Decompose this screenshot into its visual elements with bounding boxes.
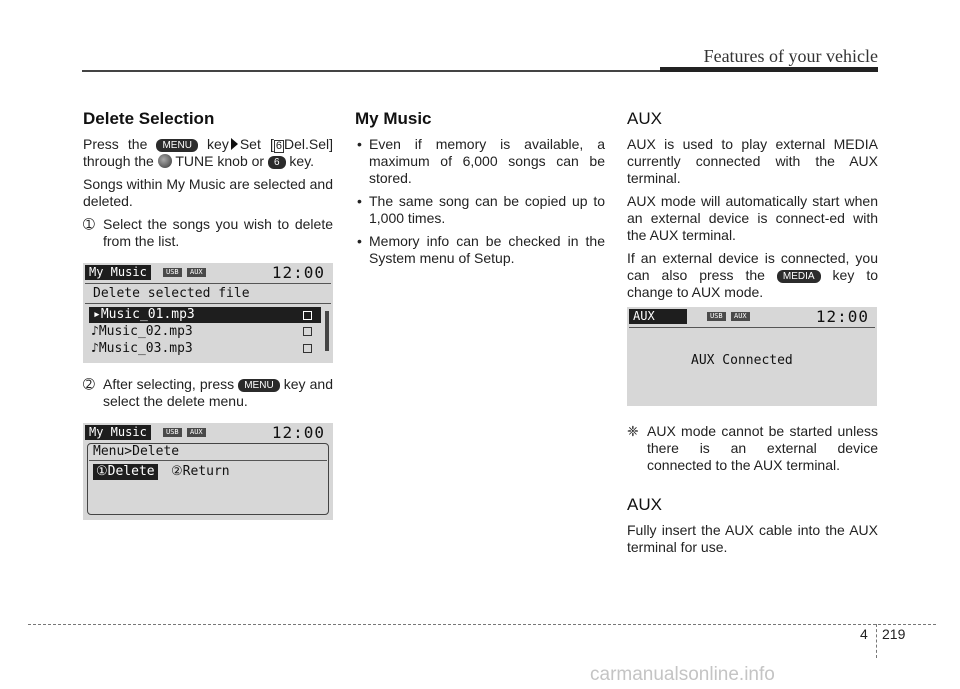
key-6-badge: 6 <box>268 156 286 169</box>
usb-indicator: USB <box>163 268 182 277</box>
number-6-box: 6 <box>275 140 282 152</box>
screen-divider <box>629 327 875 328</box>
chapter-number: 4 <box>860 626 868 642</box>
section-heading-delete-selection: Delete Selection <box>83 109 215 128</box>
screen-clock: 12:00 <box>271 263 325 282</box>
running-header: Features of your vehicle <box>703 46 878 66</box>
file-row-3[interactable]: ♪Music_03.mp3 <box>91 341 193 356</box>
section-heading-aux: AUX <box>627 109 662 128</box>
screen-clock: 12:00 <box>815 307 869 326</box>
section-heading-my-music: My Music <box>355 109 432 128</box>
screen-clock: 12:00 <box>271 423 325 442</box>
step-1: ➀ Select the songs you wish to delete from the list. <box>83 216 333 249</box>
aux-paragraph-2: AUX mode will automatically start when an external device is connect-ed with the AUX terminal. <box>627 193 878 243</box>
menu-title: Menu>Delete <box>93 444 180 459</box>
screen-title-tag: AUX <box>629 309 687 324</box>
arrow-right-icon <box>231 138 238 150</box>
intro-paragraph: Press the MENU key Set [ 6 Del.Sel] through the TUNE knob or 6 key. <box>83 136 333 169</box>
step-2-block <box>83 376 333 416</box>
screen-aux-connected <box>627 307 877 406</box>
right-column <box>627 110 878 307</box>
aux-indicator: AUX <box>731 312 750 321</box>
step-2: ➁ After selecting, press MENU key and select the delete menu. <box>83 376 333 409</box>
middle-column <box>355 110 605 273</box>
page-separator <box>876 624 877 658</box>
aux-indicator: AUX <box>187 428 206 437</box>
tune-knob-icon <box>158 154 172 168</box>
step-1-number: ➀ <box>83 216 95 232</box>
screen-title-tag: My Music <box>85 265 151 280</box>
aux-indicator: AUX <box>187 268 206 277</box>
checkbox-3[interactable] <box>303 344 312 353</box>
screen-divider <box>85 283 331 284</box>
bullet-item: • Even if memory is available, a maximum of 6,000 songs can be stored. <box>355 136 605 187</box>
usb-indicator: USB <box>707 312 726 321</box>
aux-paragraph-4: Fully insert the AUX cable into the AUX terminal for use. <box>627 522 878 555</box>
usb-indicator: USB <box>163 428 182 437</box>
aux-connected-message: AUX Connected <box>691 353 793 368</box>
footer-rule <box>28 624 936 625</box>
aux-note: ❈ AUX mode cannot be started unless there is an external device connected to the AUX terminal. <box>627 423 878 473</box>
scrollbar[interactable] <box>325 311 329 351</box>
header-rule-accent <box>660 67 878 72</box>
checkbox-1[interactable] <box>303 311 312 320</box>
menu-key-badge: MENU <box>156 139 197 152</box>
aux-paragraph-3: If an external device is connected, you can also press the MEDIA key to change to AUX mode. <box>627 250 878 300</box>
screen-subtitle: Delete selected file <box>93 286 250 301</box>
left-column <box>83 110 333 256</box>
bullet-item: • The same song can be copied up to 1,000 times. <box>355 193 605 227</box>
screen-delete-selected <box>83 263 333 363</box>
right-column-lower <box>627 423 878 562</box>
media-key-badge: MEDIA <box>777 270 821 283</box>
checkbox-2[interactable] <box>303 327 312 336</box>
menu-option-return[interactable]: ②Return <box>171 464 230 479</box>
menu-divider <box>89 460 327 461</box>
screen-divider <box>85 303 331 304</box>
watermark: carmanualsonline.info <box>590 664 775 685</box>
aux-paragraph-1: AUX is used to play external MEDIA currently connected with the AUX terminal. <box>627 136 878 186</box>
section-heading-aux-2: AUX <box>627 495 662 514</box>
note-mark-icon: ❈ <box>627 423 639 439</box>
screen-menu-delete <box>83 423 333 520</box>
bullet-item: • Memory info can be checked in the System menu of Setup. <box>355 233 605 267</box>
songs-paragraph: Songs within My Music are selected and deleted. <box>83 176 333 209</box>
file-row-1[interactable]: ▸Music_01.mp3 <box>93 307 195 322</box>
screen-title-tag: My Music <box>85 425 151 440</box>
step-2-number: ➁ <box>83 376 95 392</box>
file-row-2[interactable]: ♪Music_02.mp3 <box>91 324 193 339</box>
page-number: 219 <box>882 626 906 642</box>
menu-key-badge: MENU <box>238 379 279 392</box>
menu-option-delete[interactable]: ①Delete <box>93 464 158 480</box>
